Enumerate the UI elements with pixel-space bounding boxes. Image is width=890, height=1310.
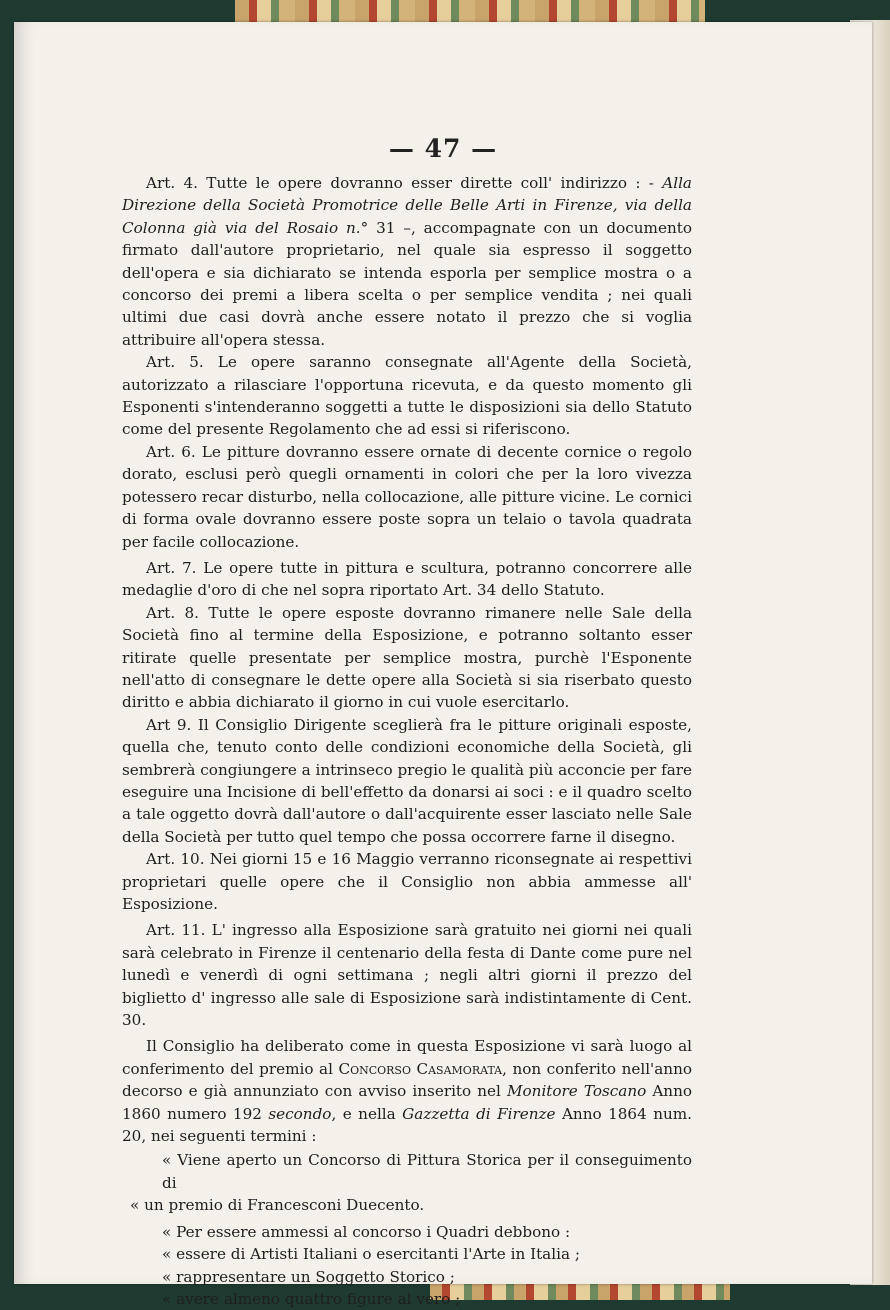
article-11: Art. 11. L' ingresso alla Esposizione sarà gratuito nei giorni nei quali sarà celebrato in Firenze il centenario della festa di Dante come pure nel lunedì e venerdì di ogni settimana ; negli altri giorni il prezzo del biglietto d' ingresso alle sale di Esposizione sarà indistintamente di Cent. 30. bbox=[122, 921, 692, 1030]
article-10: Art. 10. Nei giorni 15 e 16 Maggio verranno riconsegnate ai respettivi proprietari quelle opere che il Consiglio non abbia ammesse all' Esposizione. bbox=[122, 850, 692, 913]
quote-line: « Viene aperto un Concorso di Pittura Storica per il conseguimento di bbox=[162, 1151, 692, 1192]
address-italic: Alla Direzione della Società Promotrice delle Belle Arti in Firenze, via della Colonna già via del Rosaio n.° bbox=[122, 174, 692, 237]
article-4: Art. 4. Tutte le opere dovranno esser dirette coll' indirizzo : - Alla Direzione della Società Promotrice delle Belle Arti in Firenze, via della Colonna già via del Rosaio n.° 31 –, accompagnate con un documento firmato dall'autore proprietario, nel quale sia espresso il soggetto dell'opera e sia dichiarato se intenda esporla per semplice mostra o a concorso dei premi a libera scelta o per semplice vendita ; nei quali ultimi due casi dovrà anche essere notato il prezzo che si voglia attribuire all'opera stessa. bbox=[122, 174, 692, 349]
quote-line: « un premio di Francesconi Duecento. bbox=[130, 1196, 425, 1215]
article-9: Art 9. Il Consiglio Dirigente sceglierà fra le pitture originali esposte, quella che, tenuto conto delle condizioni economiche della Società, gli sembrerà congiungere a intrinseco pregio le qualità più acconcie per fare eseguire una Incisione di bell'effetto da donarsi ai soci : e il quadro scelto a tale oggetto dovrà dall'autore o dall'acquirente esser lasciato nelle Sale della Società per tutto quel tempo che possa occorrere farne il disegno. bbox=[122, 715, 692, 846]
page-text bbox=[122, 172, 692, 1310]
quote-line: « Per essere ammessi al concorso i Quadri debbono : bbox=[162, 1222, 571, 1241]
monitore-toscano: Monitore Toscano bbox=[506, 1082, 647, 1101]
quote-line: « essere di Artisti Italiani o esercitanti l'Arte in Italia ; bbox=[162, 1245, 580, 1264]
quote-line: « avere almeno quattro figure al vero ; bbox=[162, 1289, 461, 1308]
secondo-italic: secondo bbox=[268, 1104, 332, 1123]
article-8: Art. 8. Tutte le opere esposte dovranno rimanere nelle Sale della Società fino al termine della Esposizione, e potranno soltanto esser ritirate quelle presentate per semplice mostra, purchè l'Esponente nell'atto di consegnare le dette opere alla Società si sia riserbato questo diritto e abbia dichiarato il giorno in cui vuole esercitarlo. bbox=[122, 603, 692, 712]
book-page bbox=[14, 22, 872, 1308]
article-7: Art. 7. Le opere tutte in pittura e scultura, potranno concorrere alle medaglie d'oro di che nel sopra riportato Art. 34 dello Statuto. bbox=[122, 558, 692, 600]
page-number: — 47 — bbox=[388, 134, 498, 163]
concorso-casamorata: Concorso Casamorata bbox=[338, 1059, 503, 1078]
gazzetta-di-firenze: Gazzetta di Firenze bbox=[402, 1104, 556, 1123]
quote-line: « rappresentare un Soggetto Storico ; bbox=[162, 1267, 455, 1286]
article-6: Art. 6. Le pitture dovranno essere ornate di decente cornice o regolo dorato, esclusi però quegli ornamenti in colori che per la loro vivezza potessero recar disturbo, nella collocazione, alle pitture vicine. Le cornici di forma ovale dovranno essere poste sopra un telaio o tavola quadrata per facile collocazione. bbox=[122, 442, 692, 551]
article-5: Art. 5. Le opere saranno consegnate all'Agente della Società, autorizzato a rilasciare l'opportuna ricevuta, e da questo momento gli Esponenti s'intenderanno soggetti a tutte le disposizioni sia dello Statuto come del presente Regolamento che ad essi si riferiscono. bbox=[122, 353, 692, 439]
consiglio-paragraph: Il Consiglio ha deliberato come in questa Esposizione vi sarà luogo al conferimento del premio al Concorso Casamorata, non conferito nell'anno decorso e già annunziato con avviso inserito nel Monitore Toscano Anno 1860 numero 192 secondo, e nella Gazzetta di Firenze Anno 1864 num. 20, nei seguenti termini : bbox=[122, 1037, 692, 1146]
